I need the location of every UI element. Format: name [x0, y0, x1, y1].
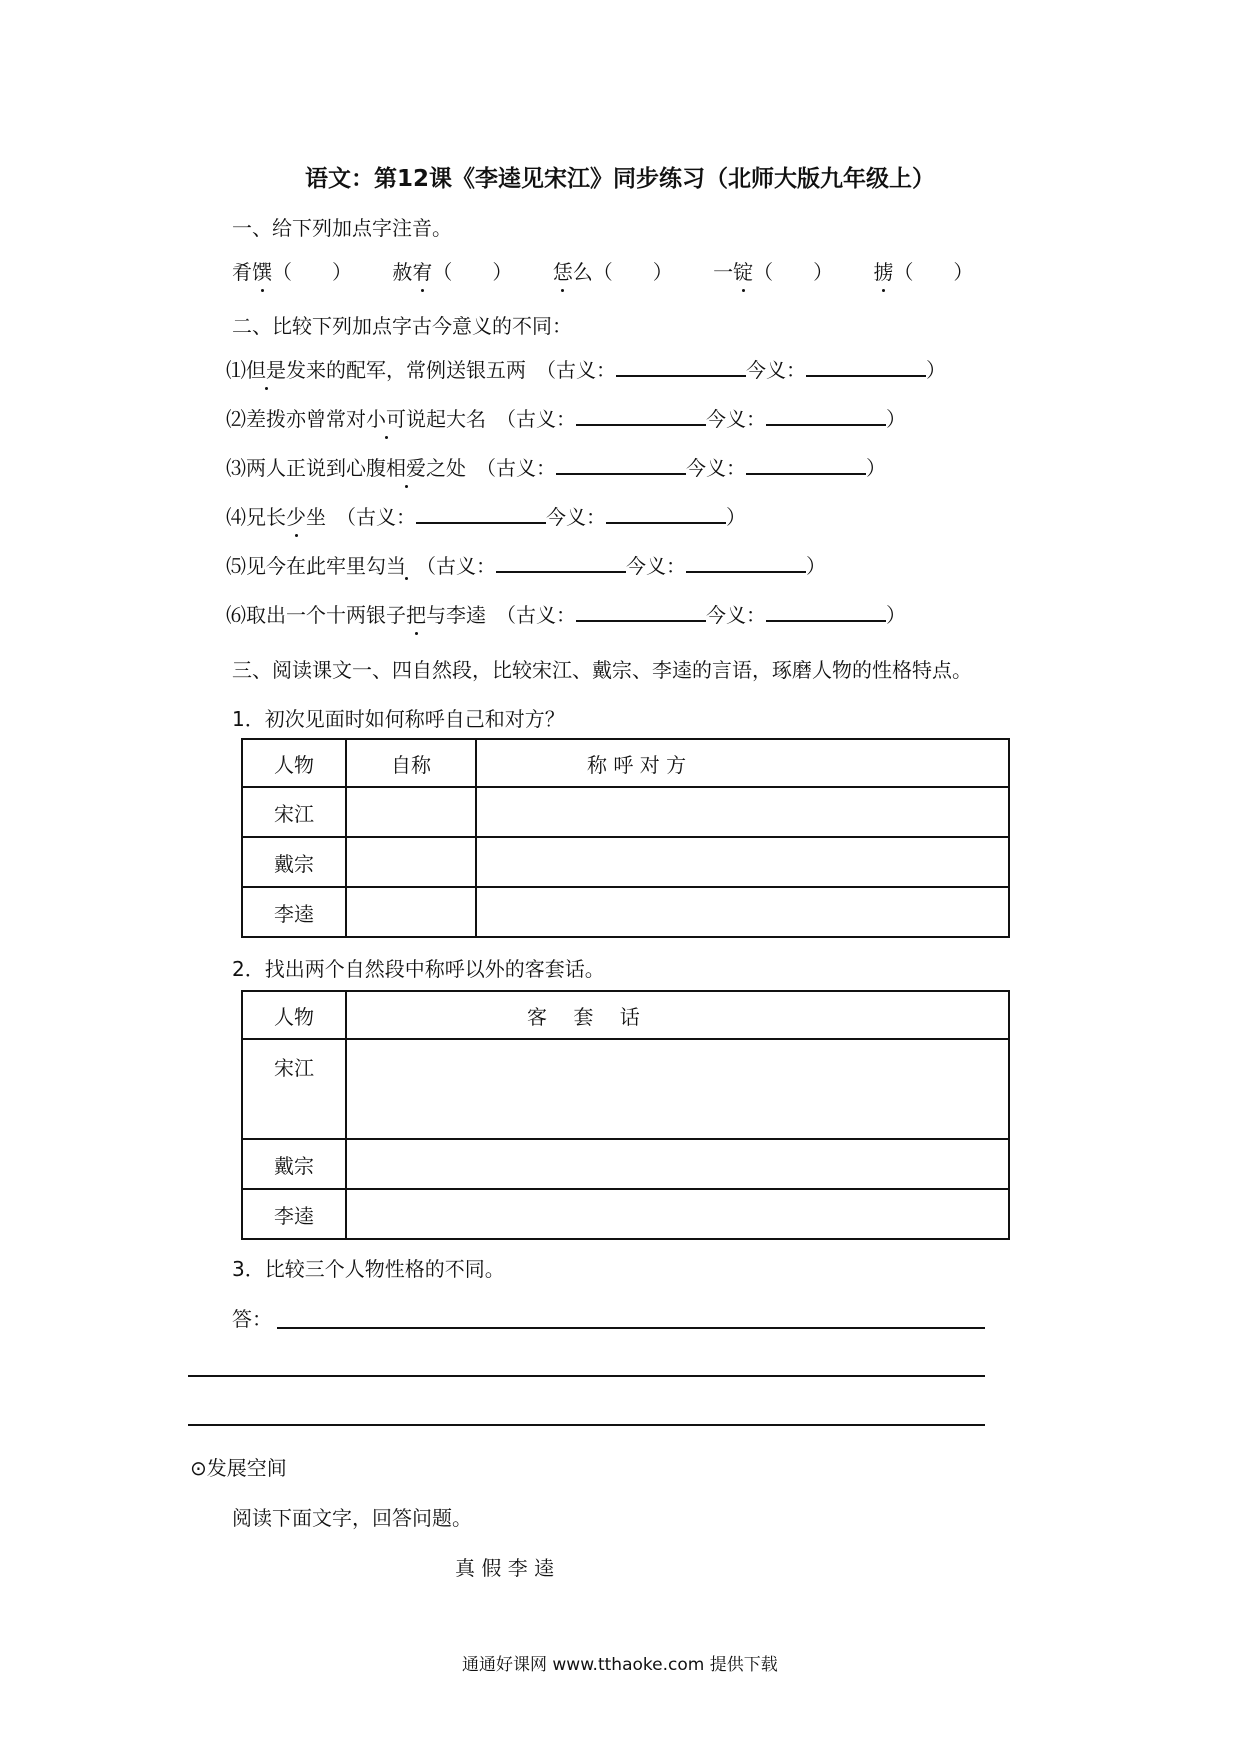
meaning-item: ⑴但是发来的配军，常例送银五两 （古义： 今义： ） — [226, 354, 946, 383]
section4-heading: ⊙发展空间 — [190, 1456, 287, 1480]
courtesy-table — [241, 990, 1010, 1240]
pinyin-item: 掳（ ） — [873, 260, 973, 284]
table-cell[interactable] — [346, 837, 476, 887]
question-1: 1．初次见面时如何称呼自己和对方？ — [232, 707, 565, 731]
passage-title: 真 假 李 逵 — [455, 1556, 555, 1580]
answer-blank[interactable] — [416, 521, 546, 524]
meaning-item: ⑵差拨亦曾常对小可说起大名 （古义： 今义： ） — [226, 403, 906, 432]
table-cell[interactable] — [476, 837, 1009, 887]
table-cell[interactable] — [476, 887, 1009, 937]
instruction-text: 阅读下面文字，回答问题。 — [232, 1506, 472, 1530]
answer-blank[interactable] — [766, 423, 886, 426]
answer-blank[interactable] — [606, 521, 726, 524]
table-cell[interactable] — [346, 1039, 1009, 1139]
answer-blank[interactable] — [746, 472, 866, 475]
table-header: 人物 — [242, 991, 346, 1039]
table-row-label: 戴宗 — [242, 837, 346, 887]
answer-blank[interactable] — [556, 472, 686, 475]
meaning-item: ⑸见今在此牢里勾当 （古义： 今义： ） — [226, 554, 826, 578]
answer-line[interactable] — [277, 1327, 985, 1329]
answer-blank[interactable] — [576, 423, 706, 426]
section2-heading: 二、比较下列加点字古今意义的不同： — [232, 314, 572, 338]
table-cell[interactable] — [346, 887, 476, 937]
question-2: 2．找出两个自然段中称呼以外的客套话。 — [232, 957, 605, 981]
table-header: 自称 — [346, 739, 476, 787]
answer-blank[interactable] — [766, 619, 886, 622]
table-row-label: 宋江 — [242, 787, 346, 837]
question-3: 3．比较三个人物性格的不同。 — [232, 1257, 505, 1281]
table-header: 人物 — [242, 739, 346, 787]
table-cell[interactable] — [346, 787, 476, 837]
answer-blank[interactable] — [686, 570, 806, 573]
pinyin-item: 恁么（ ） — [553, 260, 673, 284]
table-cell[interactable] — [476, 787, 1009, 837]
pinyin-item: 肴馔（ ） — [232, 260, 352, 284]
pinyin-item: 一锭（ ） — [713, 260, 833, 284]
pinyin-items — [232, 256, 973, 285]
table-header: 客 套 话 — [346, 991, 1009, 1039]
footer-text: 通通好课网 www.tthaoke.com 提供下载 — [462, 1655, 778, 1675]
answer-blank[interactable] — [616, 374, 746, 377]
page-title: 语文：第12课《李逵见宋江》同步练习（北师大版九年级上） — [304, 166, 935, 192]
table-row-label: 戴宗 — [242, 1139, 346, 1189]
table-cell[interactable] — [346, 1139, 1009, 1189]
pinyin-item: 赦宥（ ） — [392, 260, 512, 284]
table-row-label: 李逵 — [242, 887, 346, 937]
section1-heading: 一、给下列加点字注音。 — [232, 216, 452, 240]
table-header: 称 呼 对 方 — [476, 739, 1009, 787]
meaning-item: ⑹取出一个十两银子把与李逵 （古义： 今义： ） — [226, 599, 906, 628]
answer-blank[interactable] — [576, 619, 706, 622]
answer-label: 答： — [232, 1307, 272, 1331]
answer-blank[interactable] — [496, 570, 626, 573]
answer-line[interactable] — [188, 1375, 985, 1377]
meaning-item: ⑶两人正说到心腹相爱之处 （古义： 今义： ） — [226, 452, 886, 481]
section3-heading: 三、阅读课文一、四自然段，比较宋江、戴宗、李逵的言语，琢磨人物的性格特点。 — [232, 658, 972, 682]
table-row-label: 李逵 — [242, 1189, 346, 1239]
answer-blank[interactable] — [806, 374, 926, 377]
table-row-label: 宋江 — [242, 1039, 346, 1139]
answer-line[interactable] — [188, 1424, 985, 1426]
meaning-item: ⑷兄长少坐 （古义： 今义： ） — [226, 501, 746, 530]
address-table — [241, 738, 1010, 938]
table-cell[interactable] — [346, 1189, 1009, 1239]
